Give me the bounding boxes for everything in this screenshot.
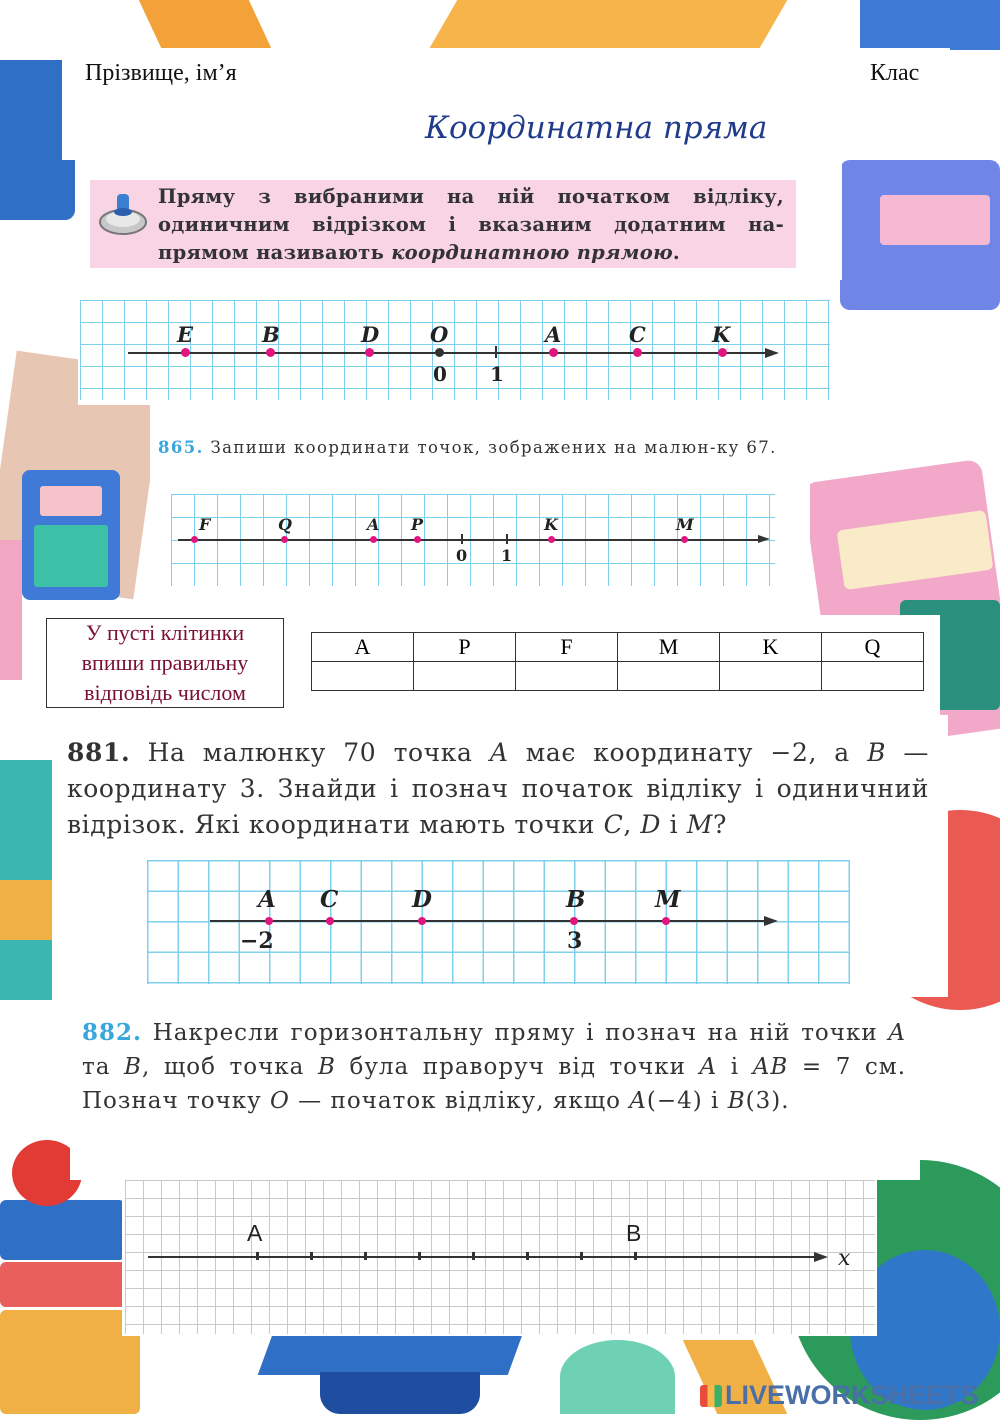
- task865-tick-one: [506, 534, 508, 544]
- task881-label-d: D: [412, 886, 432, 913]
- task865-point-k: [548, 536, 555, 543]
- task882-axis: [148, 1256, 818, 1258]
- task881-var-b: B: [867, 738, 887, 767]
- answer-cell-a[interactable]: [312, 662, 414, 691]
- decor-calculator-left-keys: [34, 525, 108, 587]
- task881-t-b: має координату −2, а: [508, 738, 868, 767]
- task882-tick-7: [580, 1252, 583, 1260]
- task865-text: [158, 436, 788, 460]
- task865-number: 865.: [158, 438, 204, 457]
- task881-arrow: [764, 916, 778, 926]
- task865-point-p: [414, 536, 421, 543]
- answer-cell-f[interactable]: [516, 662, 618, 691]
- task865-axis: [178, 539, 760, 541]
- task882-t6: = 7 см. Познач точку: [82, 1054, 907, 1114]
- task882-text: [82, 1016, 906, 1118]
- task881-label-b: B: [566, 886, 586, 913]
- line1-point-a: [549, 348, 558, 357]
- task865-label-f: F: [199, 515, 211, 534]
- decor-pencil-top-3: [860, 0, 1000, 50]
- task865-point-q: [281, 536, 288, 543]
- task882-var-b2: B: [317, 1054, 336, 1080]
- task881-t-e: ?: [712, 810, 727, 839]
- decor-calculator-left-screen: [40, 486, 102, 516]
- line1-point-c: [633, 348, 642, 357]
- task882-label-a: A: [247, 1220, 263, 1246]
- answer-cell-q[interactable]: [822, 662, 924, 691]
- task882-tick-4: [418, 1252, 421, 1260]
- task865-label-k: K: [544, 515, 558, 534]
- task881-text: [67, 735, 929, 843]
- task881-var-c: C: [603, 810, 624, 839]
- decor-books-bottom-left-2: [0, 1262, 135, 1307]
- class-label: Клас: [870, 60, 920, 86]
- definition-text: [158, 183, 784, 267]
- task865-body: Запиши координати точок, зображених на малюн-ку 67.: [210, 438, 777, 457]
- task881-grid: [147, 860, 850, 984]
- task881-point-c: [326, 917, 334, 925]
- line1-label-b: B: [262, 322, 280, 347]
- task881-number: 881.: [67, 738, 131, 767]
- task881-t-d: і: [661, 810, 687, 839]
- answer-header-k: K: [720, 633, 822, 662]
- answer-header-m: M: [618, 633, 720, 662]
- line1-point-b: [266, 348, 275, 357]
- answer-table-header-row: [312, 633, 924, 662]
- decor-clock: [560, 1340, 675, 1414]
- answer-cell-p[interactable]: [414, 662, 516, 691]
- task882-var-b3: B: [727, 1088, 746, 1114]
- task882-t5: і: [717, 1054, 753, 1080]
- task881-label-a: A: [258, 886, 276, 913]
- task881-label-m: M: [655, 886, 681, 913]
- line1-label-k: K: [712, 322, 731, 347]
- task882-number: 882.: [82, 1019, 143, 1046]
- task881-var-m: M: [686, 810, 713, 839]
- task882-tick-3: [364, 1252, 367, 1260]
- line1-point-o: [435, 348, 444, 357]
- task882-axis-label: x: [838, 1246, 851, 1271]
- task865-label-q: Q: [278, 515, 292, 534]
- task865-point-m: [681, 536, 688, 543]
- line1-point-e: [181, 348, 190, 357]
- task882-t8: (−4) і: [646, 1088, 728, 1114]
- line1-label-c: C: [629, 322, 646, 347]
- liveworksheets-logo-icon: [700, 1385, 722, 1407]
- line1-label-a: A: [545, 322, 562, 347]
- answer-header-f: F: [516, 633, 618, 662]
- task882-tick-2: [310, 1252, 313, 1260]
- task865-point-f: [191, 536, 198, 543]
- task882-var-ab: AB: [752, 1054, 789, 1080]
- task882-t4: була праворуч від точки: [335, 1054, 700, 1080]
- task882-label-b: B: [626, 1220, 642, 1246]
- name-label: Прізвище, ім’я: [85, 60, 237, 86]
- decor-books-bottom-left-3: [0, 1310, 140, 1414]
- line1-label-d: D: [361, 322, 380, 347]
- decor-grad-cap-bottom-2: [320, 1372, 480, 1414]
- task882-t7: — початок відліку, якщо: [289, 1088, 630, 1114]
- task881-t-c: — координату 3. Знайди і познач початок відліку і одиничний відрізок. Які координати мають точки: [67, 738, 929, 839]
- task865-label-a: A: [367, 515, 380, 534]
- decor-grad-cap-bottom: [258, 1335, 523, 1375]
- instruction-box: [46, 618, 284, 708]
- task881-var-d: D: [640, 810, 662, 839]
- line1-axis: [128, 352, 768, 354]
- answer-header-q: Q: [822, 633, 924, 662]
- line1-point-d: [365, 348, 374, 357]
- task881-sep1: ,: [623, 810, 641, 839]
- line1-label-e: E: [177, 322, 194, 347]
- task881-var-a: A: [489, 738, 509, 767]
- task882-var-b: B: [124, 1054, 142, 1080]
- task882-t3: , щоб точка: [141, 1054, 318, 1080]
- task865-tick-zero: [461, 534, 463, 544]
- definition-text-a: Пряму з вибраними на ній початком відліку, одиничним відрізком і вказаним додатним на-прямом називають: [158, 185, 784, 264]
- task882-var-a3: A: [629, 1088, 647, 1114]
- page-title: Координатна пряма: [425, 110, 768, 146]
- task882-t2: та: [82, 1054, 125, 1080]
- task882-tick-1: [256, 1252, 259, 1260]
- answer-header-a: A: [312, 633, 414, 662]
- task882-arrow: [814, 1252, 828, 1262]
- liveworksheets-logo: [700, 1380, 979, 1411]
- decor-laptop-keys: [880, 195, 990, 245]
- line1-arrow: [765, 348, 779, 358]
- answer-header-p: P: [414, 633, 516, 662]
- line1-tick-one: [495, 346, 497, 358]
- task882-var-a2: A: [699, 1054, 718, 1080]
- answer-table-input-row: [312, 662, 924, 691]
- task882-t9: (3).: [745, 1088, 790, 1114]
- decor-books-bottom-left: [0, 1200, 125, 1260]
- task865-zero: 0: [456, 546, 468, 565]
- task865-label-p: P: [411, 515, 424, 534]
- answer-cell-m[interactable]: [618, 662, 720, 691]
- liveworksheets-logo-text: LIVEWORKSHEETS: [725, 1380, 979, 1410]
- task865-arrow: [758, 535, 770, 543]
- task881-point-b: [570, 917, 578, 925]
- task881-value-a: −2: [240, 928, 274, 954]
- task865-label-m: M: [676, 515, 694, 534]
- task882-tick-6: [526, 1252, 529, 1260]
- line1-one: 1: [490, 362, 504, 386]
- answer-table: [311, 632, 924, 691]
- task881-point-a: [265, 917, 273, 925]
- pin-icon: [97, 190, 149, 236]
- task882-tick-8: [634, 1252, 637, 1260]
- task865-point-a: [370, 536, 377, 543]
- task882-var-o: O: [270, 1088, 290, 1114]
- line1-zero: 0: [433, 362, 447, 386]
- decor-pink-book: [0, 540, 22, 680]
- line1-point-k: [718, 348, 727, 357]
- line1-label-o: O: [430, 322, 449, 347]
- task881-point-d: [418, 917, 426, 925]
- answer-cell-k[interactable]: [720, 662, 822, 691]
- task881-axis: [210, 920, 770, 922]
- definition-text-c: .: [672, 241, 680, 264]
- decor-pencil-top-2: [139, 0, 271, 48]
- task882-var-a: A: [888, 1020, 906, 1046]
- task882-t1: Накресли горизонтальну пряму і познач на ній точки: [142, 1020, 889, 1046]
- task881-label-c: C: [320, 886, 339, 913]
- task881-t-a: На малюнку 70 точка: [147, 738, 490, 767]
- task881-point-m: [662, 917, 670, 925]
- decor-books-left-2: [0, 880, 52, 940]
- definition-term: координатною прямою: [391, 241, 673, 264]
- task882-tick-5: [472, 1252, 475, 1260]
- task881-value-b: 3: [567, 928, 583, 954]
- task865-one: 1: [501, 546, 513, 565]
- instruction-text: У пусті клітинки впиши правильну відповідь числом: [81, 620, 249, 705]
